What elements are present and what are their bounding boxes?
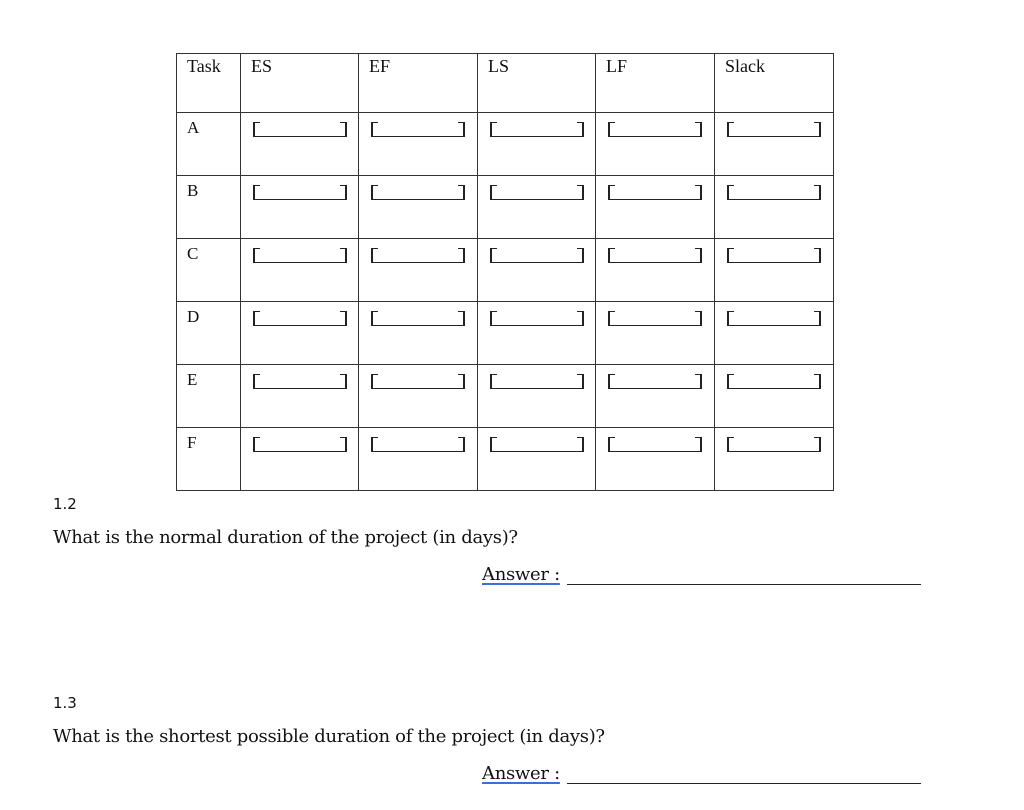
- slack-cell: [715, 365, 834, 428]
- task-label: B: [177, 176, 241, 239]
- lf-cell: [596, 176, 715, 239]
- answer-label: Answer :: [482, 763, 560, 784]
- ls-cell: [478, 113, 596, 176]
- ef-blank-field[interactable]: [371, 248, 465, 263]
- ls-blank-field[interactable]: [490, 311, 584, 326]
- ef-cell: [359, 239, 478, 302]
- lf-blank-field[interactable]: [608, 437, 702, 452]
- header-slack: Slack: [715, 54, 834, 113]
- slack-blank-field[interactable]: [727, 122, 821, 137]
- es-cell: [241, 239, 359, 302]
- ls-blank-field[interactable]: [490, 248, 584, 263]
- task-label: E: [177, 365, 241, 428]
- question-text: What is the shortest possible duration of the project (in days)?: [53, 726, 605, 747]
- slack-cell: [715, 239, 834, 302]
- slack-blank-field[interactable]: [727, 311, 821, 326]
- es-cell: [241, 302, 359, 365]
- answer-label: Answer :: [482, 564, 560, 585]
- table-row: [177, 365, 834, 428]
- es-blank-field[interactable]: [253, 248, 347, 263]
- es-blank-field[interactable]: [253, 374, 347, 389]
- header-lf: LF: [596, 54, 715, 113]
- slack-blank-field[interactable]: [727, 374, 821, 389]
- slack-cell: [715, 302, 834, 365]
- lf-cell: [596, 428, 715, 491]
- es-blank-field[interactable]: [253, 122, 347, 137]
- ls-blank-field[interactable]: [490, 374, 584, 389]
- slack-cell: [715, 428, 834, 491]
- table-row: [177, 302, 834, 365]
- table-row: [177, 428, 834, 491]
- ls-cell: [478, 176, 596, 239]
- table-header-row: [177, 54, 834, 113]
- ls-blank-field[interactable]: [490, 185, 584, 200]
- es-blank-field[interactable]: [253, 311, 347, 326]
- ef-cell: [359, 365, 478, 428]
- ef-blank-field[interactable]: [371, 185, 465, 200]
- answer-row: [482, 761, 921, 784]
- cpm-table: [176, 53, 834, 491]
- slack-blank-field[interactable]: [727, 248, 821, 263]
- table-row: [177, 176, 834, 239]
- slack-cell: [715, 113, 834, 176]
- slack-blank-field[interactable]: [727, 437, 821, 452]
- lf-blank-field[interactable]: [608, 122, 702, 137]
- task-label: D: [177, 302, 241, 365]
- ef-blank-field[interactable]: [371, 437, 465, 452]
- es-cell: [241, 176, 359, 239]
- lf-blank-field[interactable]: [608, 311, 702, 326]
- lf-blank-field[interactable]: [608, 374, 702, 389]
- ls-cell: [478, 239, 596, 302]
- task-label: C: [177, 239, 241, 302]
- lf-cell: [596, 302, 715, 365]
- ls-cell: [478, 428, 596, 491]
- ef-blank-field[interactable]: [371, 374, 465, 389]
- es-cell: [241, 113, 359, 176]
- lf-cell: [596, 113, 715, 176]
- slack-cell: [715, 176, 834, 239]
- ls-cell: [478, 302, 596, 365]
- header-ls: LS: [478, 54, 596, 113]
- answer-input-line[interactable]: [567, 562, 921, 585]
- slack-blank-field[interactable]: [727, 185, 821, 200]
- lf-blank-field[interactable]: [608, 185, 702, 200]
- ef-cell: [359, 428, 478, 491]
- ls-blank-field[interactable]: [490, 122, 584, 137]
- header-task: Task: [177, 54, 241, 113]
- question-text: What is the normal duration of the project (in days)?: [53, 527, 518, 548]
- task-label: A: [177, 113, 241, 176]
- lf-cell: [596, 239, 715, 302]
- answer-row: [482, 562, 921, 585]
- task-label: F: [177, 428, 241, 491]
- es-blank-field[interactable]: [253, 437, 347, 452]
- ef-blank-field[interactable]: [371, 311, 465, 326]
- es-cell: [241, 365, 359, 428]
- ef-cell: [359, 113, 478, 176]
- table-row: [177, 239, 834, 302]
- question-number: 1.2: [53, 495, 77, 513]
- header-ef: EF: [359, 54, 478, 113]
- header-es: ES: [241, 54, 359, 113]
- es-blank-field[interactable]: [253, 185, 347, 200]
- table-row: [177, 113, 834, 176]
- ef-cell: [359, 176, 478, 239]
- ls-blank-field[interactable]: [490, 437, 584, 452]
- es-cell: [241, 428, 359, 491]
- lf-blank-field[interactable]: [608, 248, 702, 263]
- question-number: 1.3: [53, 694, 77, 712]
- lf-cell: [596, 365, 715, 428]
- ef-blank-field[interactable]: [371, 122, 465, 137]
- answer-input-line[interactable]: [567, 761, 921, 784]
- ls-cell: [478, 365, 596, 428]
- ef-cell: [359, 302, 478, 365]
